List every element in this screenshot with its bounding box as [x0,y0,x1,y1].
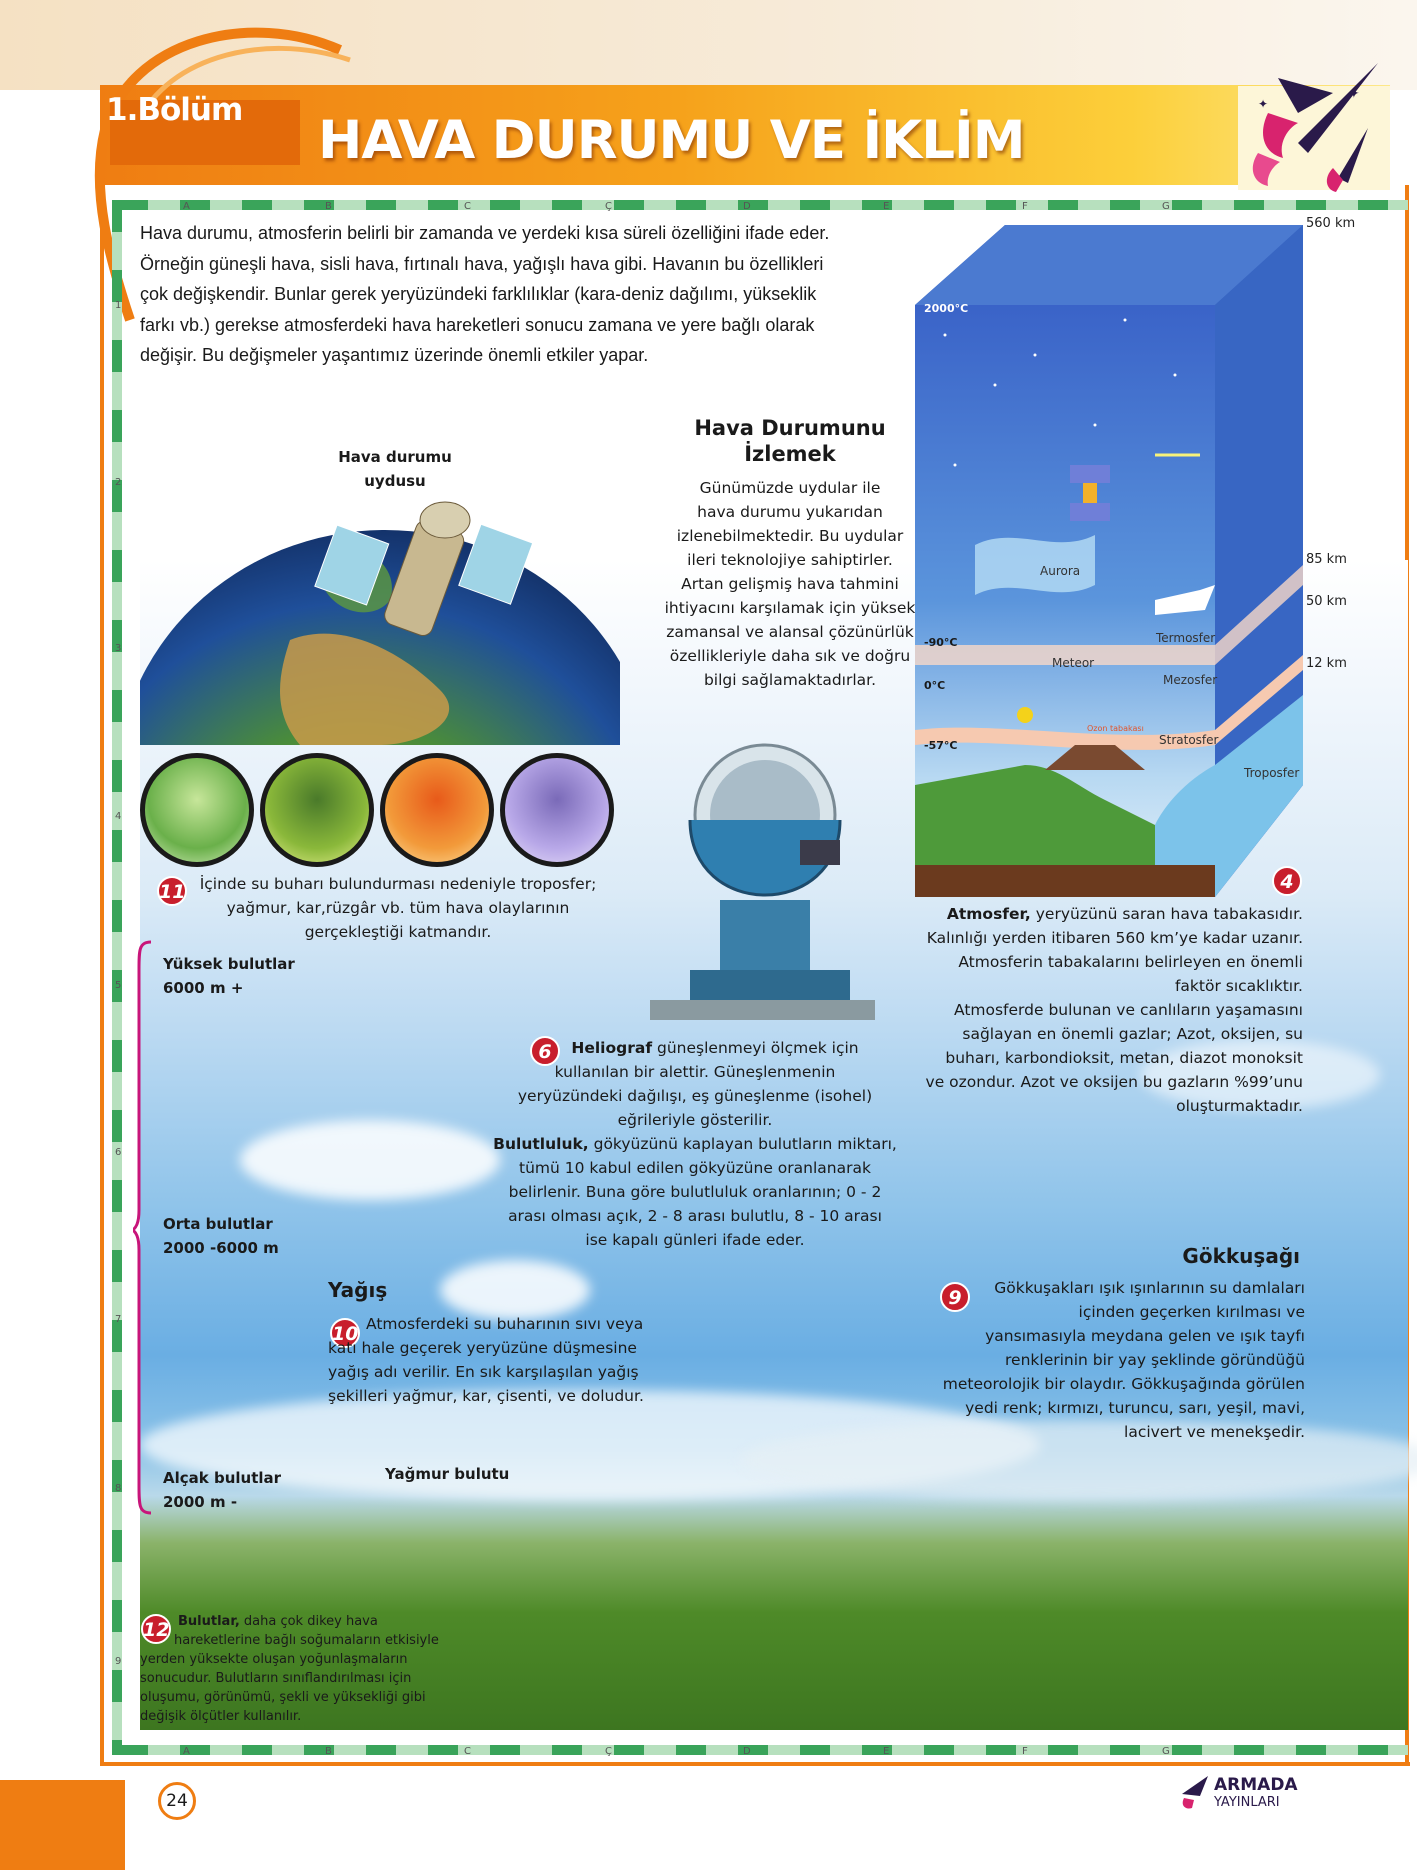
ruler-letter-bottom: A [183,1746,190,1757]
low-clouds-height: 2000 m - [163,1493,238,1511]
lead-term: Bulutlar, [178,1614,240,1629]
page-frame-left [100,195,104,1765]
text-line: oluşturmaktadır. [1176,1097,1303,1115]
text-line: Kalınlığı yerden itibaren 560 km’ye kadar uzanır. [926,929,1303,947]
text-line: Günümüzde uydular ile [699,479,881,497]
tree-autumn-image [380,753,494,867]
item-number-12: 12 [141,1614,171,1644]
ruler-number-left: 6 [115,1147,122,1158]
item-number-11: 11 [157,876,187,906]
atmosphere-text [915,902,1303,1118]
text-run: güneşlenmeyi ölçmek için [652,1039,859,1057]
text-line: Atmosferdeki su buharının sıvı veya [366,1315,644,1333]
publisher-sub: YAYINLARI [1214,1795,1280,1810]
page-corner [0,1780,125,1870]
text-line: ve ozondur. Azot ve oksijen bu gazların %99’unu [925,1073,1303,1091]
lead-term: Heliograf [571,1039,653,1057]
text-line: şekilleri yağmur, kar, çisenti, ve doludur. [328,1387,644,1405]
text-line: yerden yüksekte oluşan yoğunlaşmaların [140,1652,408,1667]
ruler-letter-top: D [743,201,751,212]
satellite-label-line: Hava durumu [338,448,452,466]
layer-label: Stratosfer [1159,733,1219,747]
item-number-9: 9 [940,1282,970,1312]
text-line: ise kapalı günleri ifade eder. [585,1231,805,1249]
text-line [490,1132,900,1156]
text-line: lacivert ve menekşedir. [1124,1423,1305,1441]
ruler-number-left: 1 [115,300,122,311]
svg-text:✦: ✦ [1258,97,1269,111]
lead-term: Bulutluluk, [493,1135,589,1153]
ruler-letter-top: G [1162,201,1170,212]
tree-spring-image [140,753,254,867]
ruler-number-left: 9 [115,1656,122,1667]
text-run: daha çok dikey hava [239,1614,378,1629]
lead-term: Atmosfer, [946,905,1031,923]
mid-clouds-height: 2000 -6000 m [163,1239,279,1257]
publisher-name: ARMADA [1214,1775,1298,1795]
atmosphere-layers-diagram [915,225,1303,897]
ruler-letter-top: A [183,201,190,212]
text-line [490,1036,900,1060]
ruler-letter-top: F [1022,201,1028,212]
text-line: yansımasıyla meydana gelen ve ışık tayfı [985,1327,1305,1345]
temperature-label: -90°C [924,636,958,649]
page-frame-bottom [100,1762,1410,1766]
text-line: oluşumu, görünümü, şekli ve yüksekliği gibi [140,1690,426,1705]
clouds-info-text [140,1612,475,1726]
ruler-number-left: 4 [115,811,122,822]
text-line [140,1612,475,1631]
heliograph-image [650,720,875,1020]
page-title: HAVA DURUMU VE İKLİM [318,110,1025,171]
high-clouds-height: 6000 m + [163,979,244,997]
altitude-label: 50 km [1306,594,1347,609]
text-line: kullanılan bir alettir. Güneşlenmenin [554,1063,836,1081]
text-line: meteorolojik bir olaydır. Gökkuşağında görülen [942,1375,1305,1393]
text-line: renklerinin bir yay şeklinde göründüğü [1005,1351,1305,1369]
ruler-letter-bottom: C [464,1746,471,1757]
rainbow-text [920,1276,1305,1444]
cloud-height-brace [133,940,153,1515]
intro-paragraph: Hava durumu, atmosferin belirli bir zamanda ve yerdeki kısa süreli özelliğini ifade eder. Örneğin güneşli hava, sisli hava, fırtınalı hava, yağışlı hava gibi. Havanın bu özellikleri çok değişkendir. Bunlar gerek yeryüzündeki farklılıklar (kara-deniz dağılımı, yükseklik farkı vb.) gerekse atmosferdeki hava hareketleri sonucu zamana ve yere bağlı olarak değişir. Bu değişmeler yaşantımız üzerinde önemli etkiler yapar. [140,223,830,365]
text-line: arası olması açık, 2 - 8 arası bulutlu, 8 - 10 arası [508,1207,882,1225]
text-line: bilgi sağlamaktadırlar. [703,671,877,689]
high-clouds-label [163,952,295,1000]
low-clouds-label [163,1466,281,1514]
text-line: izlenebilmektedir. Bu uydular [676,527,904,545]
text-line: buharı, karbondioksit, metan, diazot monoksit [945,1049,1303,1067]
ruler-letter-bottom: F [1022,1746,1028,1757]
precipitation-title: Yağış [328,1278,388,1302]
svg-text:✦: ✦ [1348,86,1360,102]
ruler-number-left: 2 [115,477,122,488]
text-line: faktör sıcaklıktır. [1174,977,1303,995]
text-line: zamansal ve alansal çözünürlük [666,623,914,641]
armada-publisher-logo [1180,1772,1310,1812]
low-clouds-title: Alçak bulutlar [163,1469,282,1487]
monitoring-title-line: Hava Durumunu [694,416,886,440]
text-line: belirlenir. Buna göre bulutluluk oranlarının; 0 - 2 [508,1183,882,1201]
ruler-number-left: 8 [115,1483,122,1494]
text-line: yağış adı verilir. En sık karşılaşılan yağış [328,1363,639,1381]
text-line: özellikleriyle daha sık ve doğru [669,647,911,665]
layer-label: Troposfer [1244,766,1300,780]
temperature-label: -57°C [924,739,958,752]
grid-ruler-top [118,200,1408,210]
grid-ruler-bottom [118,1745,1408,1755]
temperature-label: 0°C [924,679,946,692]
text-line: İçinde su buharı bulundurması nedeniyle troposfer; [199,875,597,893]
high-clouds-title: Yüksek bulutlar [163,955,295,973]
layer-label: Termosfer [1156,631,1216,645]
ruler-letter-bottom: D [743,1746,751,1757]
text-line: Atmosferde bulunan ve canlıların yaşamasını [953,1001,1303,1019]
satellite-label-line: uydusu [364,472,426,490]
temperature-label: 2000°C [924,302,969,315]
text-line: eğrileriyle gösterilir. [617,1111,773,1129]
ruler-number-left: 5 [115,980,122,991]
text-line: Artan gelişmiş hava tahmini [681,575,899,593]
mid-clouds-title: Orta bulutlar [163,1215,273,1233]
satellite-label [320,445,470,493]
mid-clouds-label [163,1212,279,1260]
text-line: içinden geçerken kırılması ve [1078,1303,1305,1321]
text-line: ileri teknolojiye sahiptirler. [687,551,893,569]
tree-winter-image [500,753,614,867]
text-line: katı hale geçerek yeryüzüne düşmesine [328,1339,637,1357]
text-run: gökyüzünü kaplayan bulutların miktarı, [588,1135,897,1153]
item-number-6: 6 [530,1036,560,1066]
troposphere-text [188,872,608,944]
diagram-label: Meteor [1052,656,1095,670]
rain-cloud-label: Yağmur bulutu [385,1465,510,1483]
page-number: 24 [158,1782,196,1820]
altitude-label: 85 km [1306,552,1347,567]
monitoring-title [640,415,940,467]
rainbow-title: Gökkuşağı [1182,1244,1300,1268]
text-line: yedi renk; kırmızı, turuncu, sarı, yeşil, mavi, [965,1399,1305,1417]
diagram-label: Ozon tabakası [1087,724,1144,733]
ruler-number-left: 7 [115,1314,122,1325]
precipitation-text [328,1312,708,1408]
text-line: hava durumu yukarıdan [697,503,883,521]
grid-ruler-left [112,200,122,1755]
text-line: yağmur, kar,rüzgâr vb. tüm hava olaylarının [226,899,570,917]
text-line [915,902,1303,926]
heliograph-text [490,1036,900,1252]
tree-summer-image [260,753,374,867]
ruler-letter-bottom: G [1162,1746,1170,1757]
text-run: yeryüzünü saran hava tabakasıdır. [1030,905,1303,923]
text-line: sonucudur. Bulutların sınıflandırılması için [140,1671,412,1686]
altitude-label: 12 km [1306,656,1347,671]
text-line: yeryüzündeki dağılışı, eş güneşlenme (isohel) [517,1087,873,1105]
item-number-4: 4 [1272,866,1302,896]
text-line: gerçekleştiği katmandır. [304,923,492,941]
rocket-logo-icon [1238,58,1390,192]
text-line: tümü 10 kabul edilen gökyüzüne oranlanarak [519,1159,871,1177]
text-line: ihtiyacını karşılamak için yüksek [664,599,916,617]
monitoring-text [620,476,960,692]
text-line: hareketlerine bağlı soğumaların etkisiyle [174,1633,439,1648]
ruler-letter-top: E [883,201,890,212]
ruler-letter-bottom: Ç [605,1746,612,1757]
layer-label: Mezosfer [1163,673,1218,687]
ruler-letter-bottom: E [883,1746,890,1757]
text-line: Gökkuşakları ışık ışınlarının su damlaları [994,1279,1305,1297]
section-label: 1.Bölüm [106,92,243,128]
item-number-10: 10 [330,1318,360,1348]
ruler-letter-bottom: B [325,1746,332,1757]
ruler-number-left: 3 [115,643,122,654]
diagram-label: Aurora [1040,564,1081,578]
globe-satellite-image [140,490,620,745]
text-line: değişik ölçütler kullanılır. [140,1709,302,1724]
ruler-letter-top: B [325,201,332,212]
ruler-letter-top: C [464,201,471,212]
monitoring-title-line: İzlemek [744,442,836,466]
altitude-label: 560 km [1306,216,1356,231]
text-line: sağlayan en önemli gazlar; Azot, oksijen, su [962,1025,1303,1043]
ruler-letter-top: Ç [605,201,612,212]
text-line: Atmosferin tabakalarını belirleyen en önemli [958,953,1303,971]
